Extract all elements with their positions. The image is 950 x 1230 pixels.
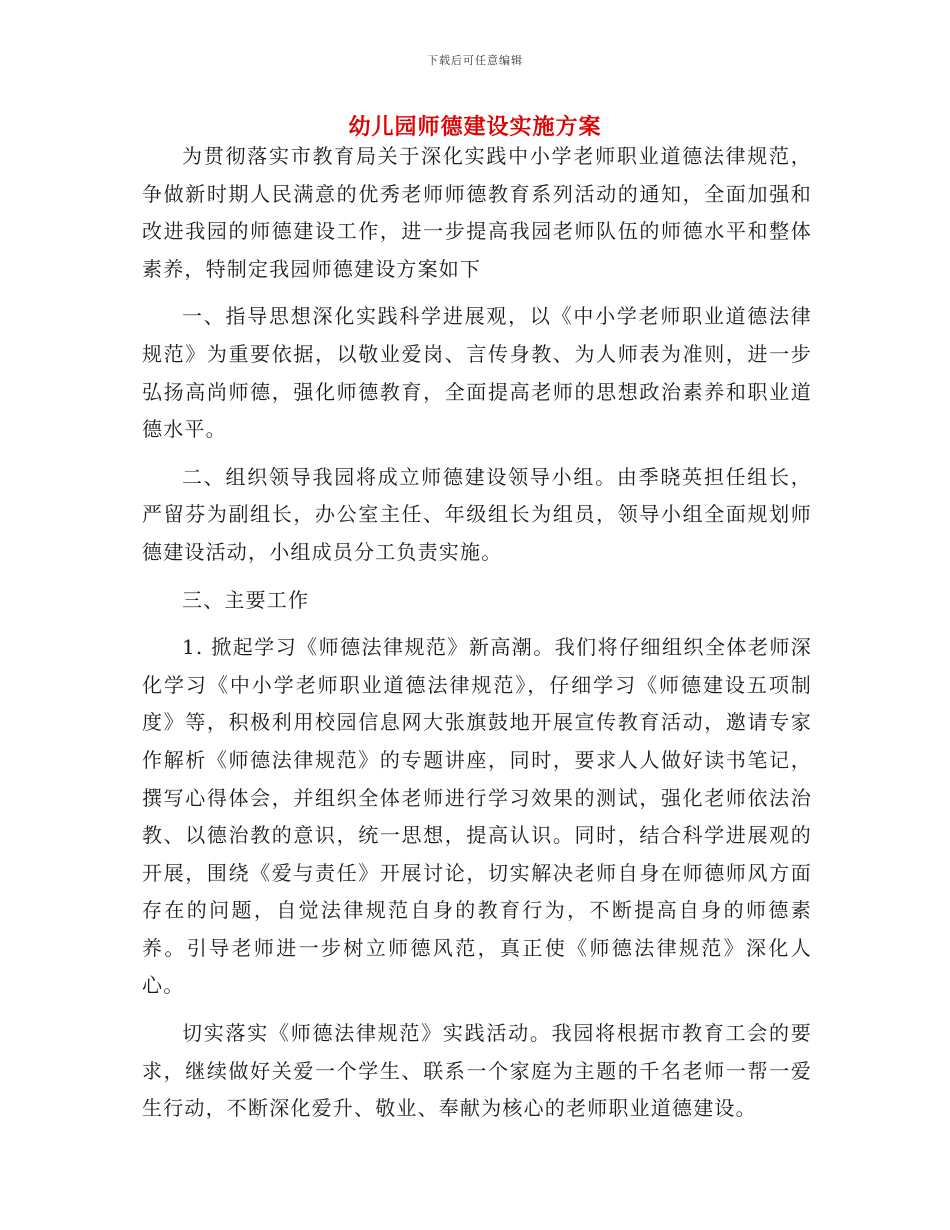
document-title: 幼儿园师德建设实施方案 [348,114,602,140]
document-body [142,138,812,1128]
paragraph-main-work-heading: 三、主要工作 [182,587,310,612]
paragraph-study-standards: 1. 掀起学习《师德法律规范》新高潮。我们将仔细组织全体老师深化学习《中小学老师职业道德法律规范》，仔细学习《师德建设五项制度》等，积极利用校园信息网大张旗鼓地开展宣传教育活动，邀请专家作解析《师德法律规范》的专题讲座，同时，要求人人做好读书笔记，撰写心得体会，并组织全体老师进行学习效果的测试，强化老师依法治教、以德治教的意识，统一思想，提高认识。同时，结合科学进展观的开展，围绕《爱与责任》开展讨论，切实解决老师自身在师德师风方面存在的问题，自觉法律规范自身的教育行为，不断提高自身的师德素养。引导老师进一步树立师德风范，真正使《师德法律规范》深化人心。 [142,635,812,998]
paragraph-guiding-ideology: 一、指导思想深化实践科学进展观，以《中小学老师职业道德法律规范》为重要依据，以敬业爱岗、言传身教、为人师表为准则，进一步弘扬高尚师德，强化师德教育，全面提高老师的思想政治素养和职业道德水平。 [142,304,812,442]
paragraph-intro: 为贯彻落实市教育局关于深化实践中小学老师职业道德法律规范，争做新时期人民满意的优秀老师师德教育系列活动的通知，全面加强和改进我园的师德建设工作，进一步提高我园老师队伍的师德水平和整体素养，特制定我园师德建设方案如下 [142,144,812,281]
paragraph-organization: 二、组织领导我园将成立师德建设领导小组。由季晓英担任组长，严留芬为副组长，办公室主任、年级组长为组员，领导小组全面规划师德建设活动，小组成员分工负责实施。 [142,464,812,564]
header-note: 下载后可任意编辑 [427,54,523,67]
paragraph-practice-activities: 切实落实《师德法律规范》实践活动。我园将根据市教育工会的要求，继续做好关爱一个学生、联系一个家庭为主题的千名老师一帮一爱生行动，不断深化爱升、敬业、奉献为核心的老师职业道德建设。 [142,1021,812,1121]
